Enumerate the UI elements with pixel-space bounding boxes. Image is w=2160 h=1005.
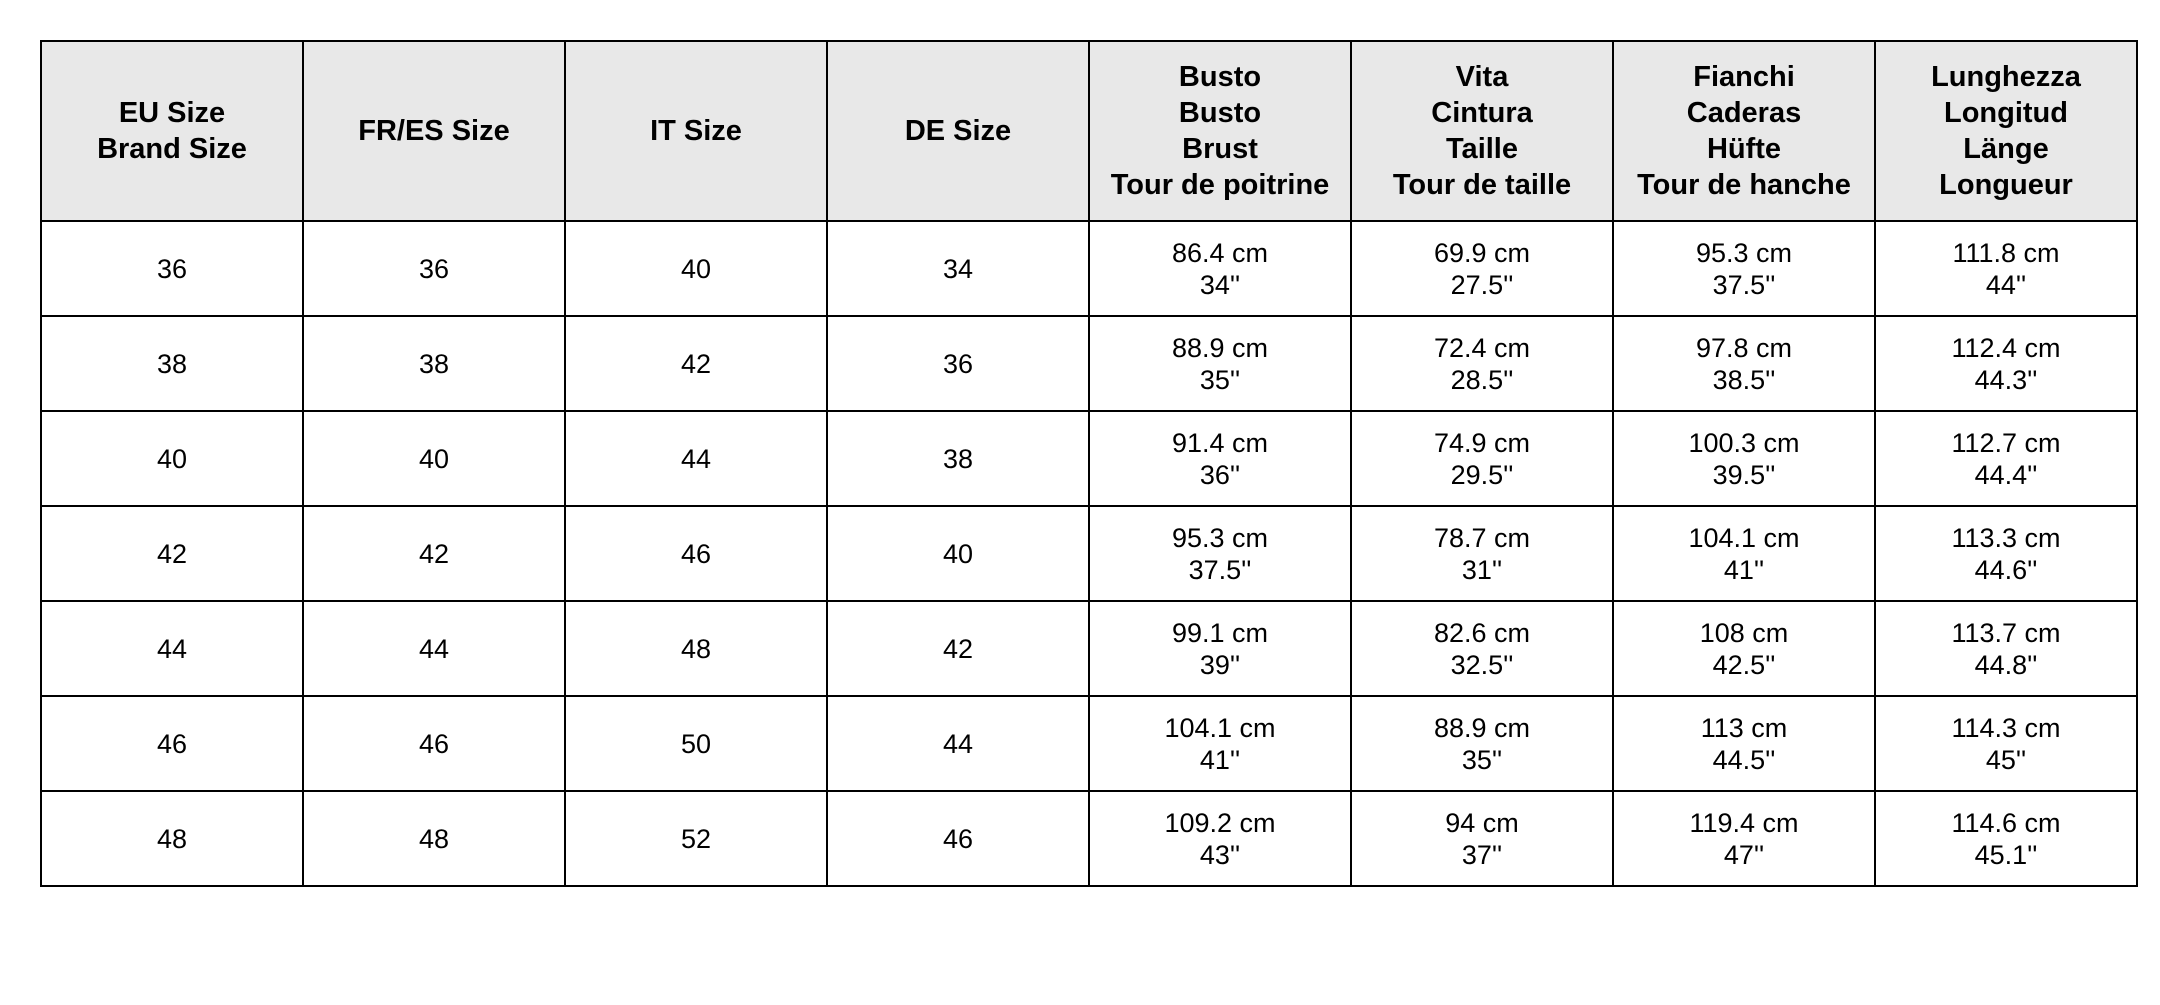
- cell-value-inches: 34'': [1199, 269, 1241, 300]
- cell-value: 95.3 cm: [1695, 237, 1793, 268]
- cell-value: 91.4 cm: [1171, 427, 1269, 458]
- size-chart-table: [40, 40, 2138, 887]
- cell-hips: [1613, 791, 1875, 886]
- cell-fr-es-size: [303, 601, 565, 696]
- header-bust: [1089, 41, 1351, 221]
- cell-value-inches: 44.4'': [1974, 459, 2038, 490]
- cell-value: 113.3 cm: [1951, 522, 2061, 553]
- table-header: [41, 41, 2137, 221]
- cell-length: [1875, 411, 2137, 506]
- cell-bust: [1089, 601, 1351, 696]
- header-label-line: Tour de poitrine: [1110, 169, 1330, 201]
- cell-waist: [1351, 221, 1613, 316]
- header-label-line: Longitud: [1943, 97, 2068, 129]
- header-label-line: Caderas: [1686, 97, 1802, 129]
- table-row: [41, 601, 2137, 696]
- header-label-line: EU Size: [118, 97, 226, 129]
- cell-value-inches: 41'': [1723, 554, 1765, 585]
- cell-it-size: [565, 411, 827, 506]
- cell-value: 42: [942, 633, 974, 664]
- cell-waist: [1351, 506, 1613, 601]
- cell-value: 38: [942, 443, 974, 474]
- cell-fr-es-size: [303, 221, 565, 316]
- cell-de-size: [827, 791, 1089, 886]
- header-label-line: Vita: [1455, 61, 1509, 93]
- cell-value: 88.9 cm: [1171, 332, 1269, 363]
- cell-de-size: [827, 696, 1089, 791]
- cell-value: 82.6 cm: [1433, 617, 1531, 648]
- cell-value: 38: [418, 348, 450, 379]
- cell-value: 52: [680, 823, 712, 854]
- header-label-line: Brand Size: [97, 133, 247, 165]
- table-row: [41, 696, 2137, 791]
- table-row: [41, 221, 2137, 316]
- header-length: [1875, 41, 2137, 221]
- cell-value: 44: [156, 633, 188, 664]
- cell-value: 74.9 cm: [1433, 427, 1531, 458]
- cell-value: 112.7 cm: [1951, 427, 2061, 458]
- cell-value: 40: [156, 443, 188, 474]
- cell-value: 44: [418, 633, 450, 664]
- cell-bust: [1089, 411, 1351, 506]
- cell-value: 119.4 cm: [1689, 807, 1799, 838]
- cell-value: 86.4 cm: [1171, 237, 1269, 268]
- header-label-line: Hüfte: [1706, 133, 1782, 165]
- cell-bust: [1089, 791, 1351, 886]
- cell-fr-es-size: [303, 411, 565, 506]
- cell-value-inches: 35'': [1199, 364, 1241, 395]
- header-label-line: Cintura: [1431, 97, 1533, 129]
- header-label-line: Longueur: [1939, 169, 2073, 201]
- cell-hips: [1613, 506, 1875, 601]
- cell-value: 36: [418, 253, 450, 284]
- cell-value: 34: [942, 253, 974, 284]
- cell-value-inches: 29.5'': [1450, 459, 1514, 490]
- cell-value: 40: [418, 443, 450, 474]
- cell-value-inches: 39'': [1199, 649, 1241, 680]
- cell-value-inches: 45'': [1985, 744, 2027, 775]
- cell-value: 112.4 cm: [1951, 332, 2061, 363]
- header-label-line: Brust: [1182, 133, 1258, 165]
- cell-waist: [1351, 696, 1613, 791]
- cell-value: 94 cm: [1445, 807, 1519, 838]
- cell-length: [1875, 791, 2137, 886]
- cell-fr-es-size: [303, 316, 565, 411]
- cell-value: 88.9 cm: [1433, 712, 1531, 743]
- cell-hips: [1613, 601, 1875, 696]
- cell-value: 97.8 cm: [1695, 332, 1793, 363]
- table-row: [41, 791, 2137, 886]
- cell-value: 95.3 cm: [1171, 522, 1269, 553]
- cell-hips: [1613, 696, 1875, 791]
- cell-eu-size: [41, 601, 303, 696]
- cell-de-size: [827, 601, 1089, 696]
- table-row: [41, 316, 2137, 411]
- cell-value-inches: 37'': [1461, 839, 1503, 870]
- header-row: [41, 41, 2137, 221]
- cell-value: 100.3 cm: [1688, 427, 1800, 458]
- cell-value: 50: [680, 728, 712, 759]
- cell-value: 46: [418, 728, 450, 759]
- cell-de-size: [827, 316, 1089, 411]
- cell-length: [1875, 316, 2137, 411]
- cell-value: 109.2 cm: [1164, 807, 1276, 838]
- cell-fr-es-size: [303, 791, 565, 886]
- cell-eu-size: [41, 221, 303, 316]
- cell-value: 36: [156, 253, 188, 284]
- cell-fr-es-size: [303, 696, 565, 791]
- cell-value-inches: 44.3'': [1974, 364, 2038, 395]
- cell-it-size: [565, 601, 827, 696]
- cell-value: 113.7 cm: [1951, 617, 2061, 648]
- header-label-line: Tour de taille: [1392, 169, 1572, 201]
- header-hips: [1613, 41, 1875, 221]
- header-label-line: IT Size: [650, 115, 742, 147]
- cell-value-inches: 39.5'': [1712, 459, 1776, 490]
- cell-value-inches: 37.5'': [1712, 269, 1776, 300]
- cell-value-inches: 38.5'': [1712, 364, 1776, 395]
- cell-waist: [1351, 316, 1613, 411]
- cell-de-size: [827, 411, 1089, 506]
- header-waist: [1351, 41, 1613, 221]
- cell-value: 42: [418, 538, 450, 569]
- cell-waist: [1351, 791, 1613, 886]
- header-eu-size: [41, 41, 303, 221]
- cell-value-inches: 45.1'': [1974, 839, 2038, 870]
- cell-value-inches: 42.5'': [1712, 649, 1776, 680]
- cell-value: 40: [680, 253, 712, 284]
- cell-it-size: [565, 506, 827, 601]
- cell-it-size: [565, 696, 827, 791]
- header-label-line: Taille: [1446, 133, 1518, 165]
- cell-value-inches: 47'': [1723, 839, 1765, 870]
- cell-length: [1875, 601, 2137, 696]
- cell-value-inches: 32.5'': [1450, 649, 1514, 680]
- cell-it-size: [565, 791, 827, 886]
- cell-value: 108 cm: [1699, 617, 1789, 648]
- header-label-line: DE Size: [904, 115, 1012, 147]
- cell-value: 48: [680, 633, 712, 664]
- header-de-size: [827, 41, 1089, 221]
- cell-value: 111.8 cm: [1952, 237, 2060, 268]
- cell-value-inches: 31'': [1461, 554, 1503, 585]
- header-it-size: [565, 41, 827, 221]
- cell-value: 46: [942, 823, 974, 854]
- header-label-line: Busto: [1178, 61, 1262, 93]
- cell-eu-size: [41, 791, 303, 886]
- cell-value-inches: 43'': [1199, 839, 1241, 870]
- cell-bust: [1089, 506, 1351, 601]
- cell-value: 104.1 cm: [1164, 712, 1276, 743]
- cell-value: 44: [942, 728, 974, 759]
- cell-value: 38: [156, 348, 188, 379]
- cell-hips: [1613, 221, 1875, 316]
- cell-value-inches: 44.5'': [1712, 744, 1776, 775]
- cell-eu-size: [41, 506, 303, 601]
- header-label-line: Tour de hanche: [1637, 169, 1851, 201]
- cell-eu-size: [41, 316, 303, 411]
- cell-value-inches: 28.5'': [1450, 364, 1514, 395]
- cell-value-inches: 27.5'': [1450, 269, 1514, 300]
- cell-bust: [1089, 221, 1351, 316]
- cell-value-inches: 44.6'': [1974, 554, 2038, 585]
- cell-bust: [1089, 316, 1351, 411]
- header-label-line: FR/ES Size: [358, 115, 510, 147]
- cell-value-inches: 37.5'': [1188, 554, 1252, 585]
- cell-value: 40: [942, 538, 974, 569]
- table-body: [41, 221, 2137, 886]
- cell-value: 42: [156, 538, 188, 569]
- header-fr-es-size: [303, 41, 565, 221]
- cell-eu-size: [41, 411, 303, 506]
- cell-value: 78.7 cm: [1433, 522, 1531, 553]
- cell-value-inches: 36'': [1199, 459, 1241, 490]
- table-row: [41, 411, 2137, 506]
- header-label-line: Busto: [1178, 97, 1262, 129]
- cell-eu-size: [41, 696, 303, 791]
- cell-length: [1875, 696, 2137, 791]
- cell-value: 42: [680, 348, 712, 379]
- cell-value: 44: [680, 443, 712, 474]
- cell-value: 72.4 cm: [1433, 332, 1531, 363]
- cell-value: 114.3 cm: [1951, 712, 2061, 743]
- cell-waist: [1351, 601, 1613, 696]
- cell-value: 69.9 cm: [1433, 237, 1531, 268]
- cell-length: [1875, 221, 2137, 316]
- header-label-line: Fianchi: [1693, 61, 1795, 93]
- header-label-line: Lunghezza: [1931, 61, 2081, 93]
- cell-it-size: [565, 316, 827, 411]
- cell-value-inches: 44'': [1985, 269, 2027, 300]
- cell-value: 46: [156, 728, 188, 759]
- cell-de-size: [827, 506, 1089, 601]
- cell-it-size: [565, 221, 827, 316]
- cell-waist: [1351, 411, 1613, 506]
- cell-hips: [1613, 411, 1875, 506]
- cell-value-inches: 35'': [1461, 744, 1503, 775]
- cell-value: 99.1 cm: [1171, 617, 1269, 648]
- cell-value: 48: [418, 823, 450, 854]
- cell-value-inches: 44.8'': [1974, 649, 2038, 680]
- cell-bust: [1089, 696, 1351, 791]
- cell-value: 48: [156, 823, 188, 854]
- cell-value: 104.1 cm: [1688, 522, 1800, 553]
- cell-value-inches: 41'': [1199, 744, 1241, 775]
- cell-value: 36: [942, 348, 974, 379]
- header-label-line: Länge: [1963, 133, 2049, 165]
- cell-value: 46: [680, 538, 712, 569]
- cell-fr-es-size: [303, 506, 565, 601]
- cell-hips: [1613, 316, 1875, 411]
- cell-value: 114.6 cm: [1951, 807, 2061, 838]
- table-row: [41, 506, 2137, 601]
- cell-length: [1875, 506, 2137, 601]
- cell-value: 113 cm: [1700, 712, 1788, 743]
- cell-de-size: [827, 221, 1089, 316]
